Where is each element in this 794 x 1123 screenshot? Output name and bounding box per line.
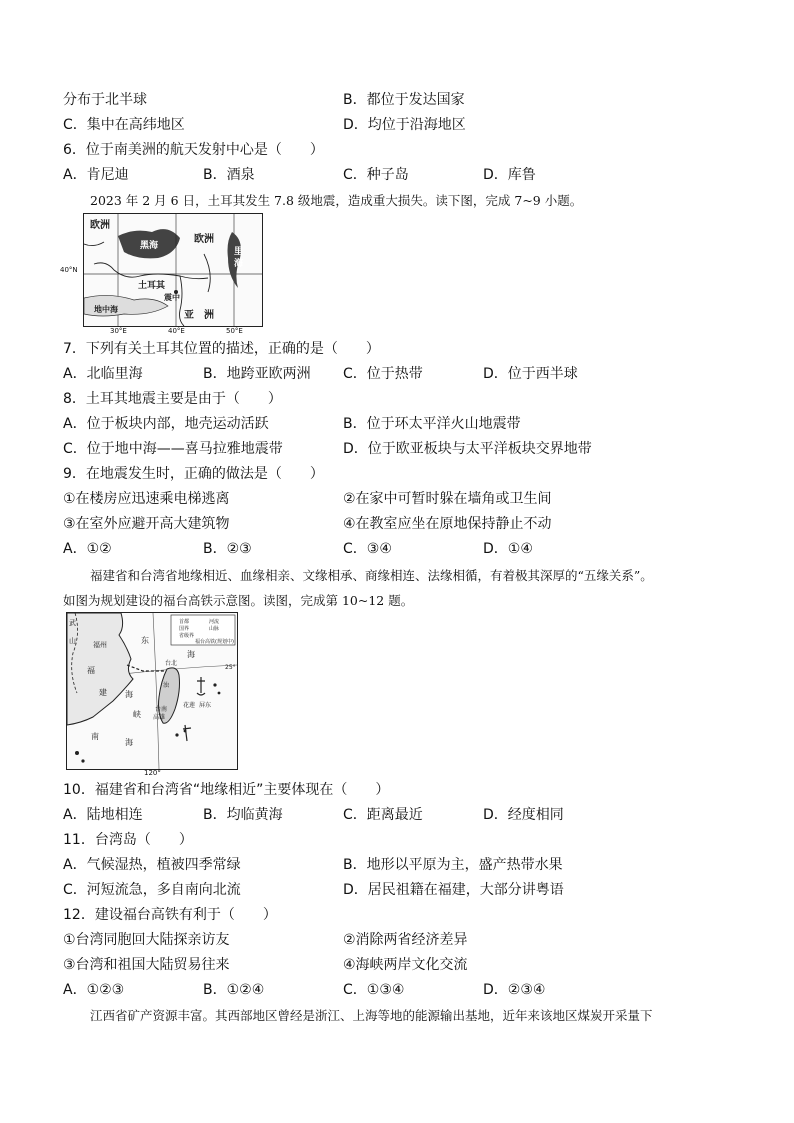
q12-statement-2: ②消除两省经济差异 [343,932,468,948]
q8-option-c: C．位于地中海——喜马拉雅地震带 [63,441,283,457]
label-tainan: 台南 [155,706,168,713]
label-pingdong: 屏东 [199,702,212,709]
q12-statement-3: ③台湾和祖国大陆贸易往来 [63,957,230,973]
label-jian: 建 [99,688,107,697]
q5-option-b: B．都位于发达国家 [343,92,465,108]
lat-25-label: 25° [225,664,236,671]
q9-statement-3: ③在室外应避开高大建筑物 [63,516,230,532]
q9-statement-2: ②在家中可暂时躲在墙角或卫生间 [343,491,552,507]
q8-option-b: B．位于环太平洋火山地震带 [343,416,521,432]
lon-120-label: 120° [144,769,161,777]
q9-statement-1: ①在楼房应迅速乘电梯逃离 [63,491,230,507]
label-epicenter: 震中 [164,293,180,302]
q9-statement-4: ④在教室应坐在原地保持静止不动 [343,516,552,532]
intro-jiangxi: 江西省矿产资源丰富。其西部地区曾经是浙江、上海等地的能源输出基地，近年来该地区煤炭开采量下 [90,1008,653,1023]
label-hualien: 花莲 [183,702,196,709]
q7-option-d: D．位于西半球 [483,366,578,382]
q7-option-b: B．地跨亚欧两洲 [203,366,311,382]
q8-stem: 8．土耳其地震主要是由于（ ） [63,391,282,407]
label-hai: 海 [125,690,133,699]
q11-option-a: A．气候湿热，植被四季常绿 [63,857,241,873]
q9-option-c: C．③④ [343,541,392,557]
q12-stem: 12．建设福台高铁有利于（ ） [63,907,277,923]
q7-stem: 7．下列有关土耳其位置的描述，正确的是（ ） [63,341,380,357]
label-shan: 山 [69,637,76,645]
q11-option-d: D．居民祖籍在福建，大部分讲粤语 [343,882,564,898]
legend-province: 省级界 [179,633,195,639]
q12-option-c: C．①③④ [343,982,405,998]
label-sea-1: 海 [187,650,195,659]
label-mediterranean: 地中海 [94,305,118,314]
q11-stem: 11．台湾岛（ ） [63,832,193,848]
q10-option-c: C．距离最近 [343,807,423,823]
q6-option-c: C．种子岛 [343,167,409,183]
turkey-map [83,213,263,327]
lon-50e-label: 50°E [226,327,243,335]
q7-option-a: A．北临里海 [63,366,143,382]
label-wu: 武 [69,619,76,627]
q6-option-b: B．酒泉 [203,167,255,183]
q10-option-d: D．经度相同 [483,807,564,823]
label-asia-2: 洲 [204,310,214,321]
q10-option-a: A．陆地相连 [63,807,143,823]
label-nan: 南 [91,732,99,741]
q10-stem: 10．福建省和台湾省“地缘相近”主要体现在（ ） [63,782,390,798]
legend-border: 国界 [179,626,190,632]
label-east: 东 [141,636,149,645]
legend-river: 河流 [209,619,220,625]
q12-statement-4: ④海峡两岸文化交流 [343,957,468,973]
label-asia-1: 亚 [184,310,194,321]
label-europe-e: 欧洲 [194,234,214,245]
turkey-map-svg [84,214,262,326]
legend-capital: 首都 [179,619,190,625]
label-fu: 福 [87,666,95,675]
label-caspian-2: 海 [234,259,244,269]
q6-option-d: D．库鲁 [483,167,536,183]
q6-option-a: A．肯尼迪 [63,167,129,183]
q9-stem: 9．在地震发生时，正确的做法是（ ） [63,466,324,482]
label-gaoxiong: 高雄 [153,714,166,721]
q12-statement-1: ①台湾同胞回大陆探亲访友 [63,932,230,948]
q5-option-c: C．集中在高纬地区 [63,117,185,133]
q8-option-d: D．位于欧亚板块与太平洋板块交界地带 [343,441,592,457]
q8-option-a: A．位于板块内部，地壳运动活跃 [63,416,269,432]
label-fuzhou: 福州 [93,641,107,649]
q5-option-a: 分布于北半球 [63,92,147,108]
q10-option-b: B．均临黄海 [203,807,283,823]
q11-option-b: B．地形以平原为主，盛产热带水果 [343,857,563,873]
q12-option-a: A．①②③ [63,982,125,998]
lon-40e-label: 40°E [168,327,185,335]
intro-fujian-taiwan-1: 福建省和台湾省地缘相近、血缘相亲、文缘相承、商缘相连、法缘相循，有着极其深厚的“五缘关系”。 [90,568,653,583]
q12-option-b: B．①②④ [203,982,265,998]
q9-option-d: D．①④ [483,541,533,557]
q9-option-a: A．①② [63,541,112,557]
intro-turkey: 2023 年 2 月 6 日，土耳其发生 7.8 级地震，造成重大损失。读下图，完成 7~9 小题。 [90,193,583,208]
q12-option-d: D．②③④ [483,982,546,998]
label-zhu: 浊 [163,682,170,689]
q5-option-d: D．均位于沿海地区 [343,117,466,133]
label-taipei: 台北 [165,660,178,667]
lat-40n-label: 40°N [60,266,78,274]
q11-option-c: C．河短流急，多自南向北流 [63,882,241,898]
label-hai-2: 海 [125,738,133,747]
label-turkey: 土耳其 [138,281,166,291]
q6-stem: 6．位于南美洲的航天发射中心是（ ） [63,142,324,158]
label-caspian-1: 里 [234,247,244,257]
intro-fujian-taiwan-2: 如图为规划建设的福台高铁示意图。读图，完成第 10~12 题。 [63,593,414,608]
label-xia: 峡 [133,710,141,719]
taiwan-map [66,612,238,770]
label-europe-w: 欧洲 [90,220,110,231]
q9-option-b: B．②③ [203,541,252,557]
taiwan-map-svg [67,613,237,769]
label-black-sea: 黑海 [140,241,159,251]
q7-option-c: C．位于热带 [343,366,423,382]
lon-30e-label: 30°E [110,327,127,335]
legend-mountain: 山脉 [209,626,220,632]
legend-railway: 福台高铁(规划中) [195,639,234,645]
